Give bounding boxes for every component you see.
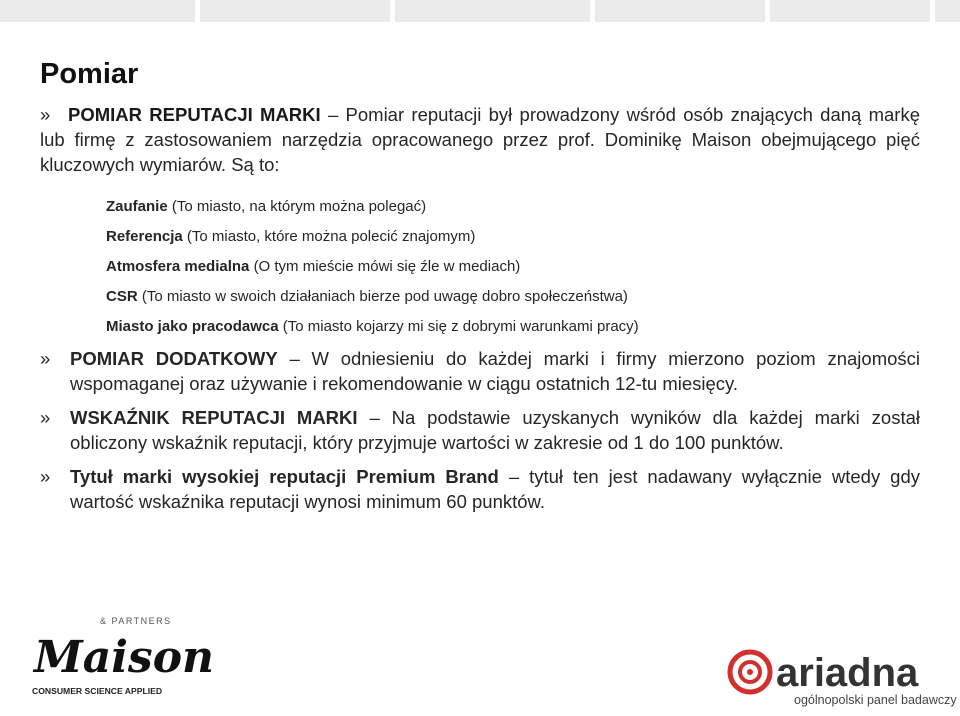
dimension-desc: (To miasto kojarzy mi się z dobrymi warunkami pracy) (282, 318, 639, 335)
bullet-dash: – (327, 104, 339, 125)
dimension-name: Atmosfera medialna (106, 258, 250, 275)
ariadna-name: ariadna (776, 651, 919, 695)
dimension-desc: (To miasto w swoich działaniach bierze pod uwagę dobro społeczeństwa) (141, 288, 628, 305)
list-item (106, 196, 639, 226)
ariadna-emblem-icon (730, 652, 770, 692)
dimension-desc: (To miasto, na którym można polegać) (171, 198, 427, 215)
list-item (106, 316, 639, 346)
bullet-lead: POMIAR DODATKOWY (70, 348, 278, 369)
bullet-text: W odniesieniu do każdej marki i firmy mierzono poziom znajomości wspomaganej oraz używanie i rekomendowanie w ciągu ostatnich 12-tu miesięcy. (70, 348, 920, 394)
bullet-lead: WSKAŹNIK REPUTACJI MARKI (70, 407, 358, 428)
maison-logo (30, 610, 215, 700)
top-decoration-bar (0, 0, 960, 22)
bullet-lead: POMIAR REPUTACJI MARKI (68, 104, 321, 125)
bullet-text: Na podstawie uzyskanych wyników dla każdej marki został obliczony wskaźnik reputacji, który przyjmuje wartości w zakresie od 1 do 100 punktów. (70, 407, 921, 453)
list-item (106, 226, 639, 256)
bullet-dash: – (508, 466, 520, 487)
list-item (106, 256, 639, 286)
maison-tagline: CONSUMER SCIENCE APPLIED (32, 686, 163, 696)
maison-partners-text: & PARTNERS (100, 616, 172, 626)
slide-title: Pomiar (40, 58, 139, 90)
dimension-desc: (To miasto, które można polecić znajomym) (186, 228, 476, 245)
bullet-reputation-index (40, 405, 920, 455)
ariadna-tagline: ogólnopolski panel badawczy (794, 693, 957, 707)
bullet-text: Pomiar reputacji był prowadzony wśród osób znających daną markę lub firmę z zastosowaniem narzędzia opracowanego przez prof. Dominikę Maison obejmującego pięć kluczowych wymiarów. Są to: (40, 104, 920, 175)
dimension-name: Zaufanie (106, 198, 168, 215)
bullet-text: tytuł ten jest nadawany wyłącznie wtedy gdy wartość wskaźnika reputacji wynosi minimum 60 punktów. (70, 466, 921, 512)
maison-script-text: Maison (34, 632, 215, 683)
dimension-name: Miasto jako pracodawca (106, 318, 279, 335)
bullet-marker: » (40, 348, 51, 369)
bullet-marker: » (40, 466, 51, 487)
bullet-marker: » (40, 407, 51, 428)
bullet-dash: – (289, 348, 300, 369)
dimension-desc: (O tym mieście mówi się źle w mediach) (253, 258, 521, 275)
bullet-lead: Tytuł marki wysokiej reputacji Premium Brand (70, 466, 499, 487)
dimension-name: Referencja (106, 228, 183, 245)
bullet-marker: » (40, 104, 51, 125)
bullet-dash: – (369, 407, 380, 428)
dimension-name: CSR (106, 288, 138, 305)
list-item (106, 286, 639, 316)
dimension-list (106, 196, 639, 346)
bullet-additional-measurement (40, 346, 920, 396)
bullet-measurement-reputation (40, 102, 920, 177)
ariadna-logo (726, 640, 956, 710)
bullet-premium-brand (40, 464, 920, 514)
